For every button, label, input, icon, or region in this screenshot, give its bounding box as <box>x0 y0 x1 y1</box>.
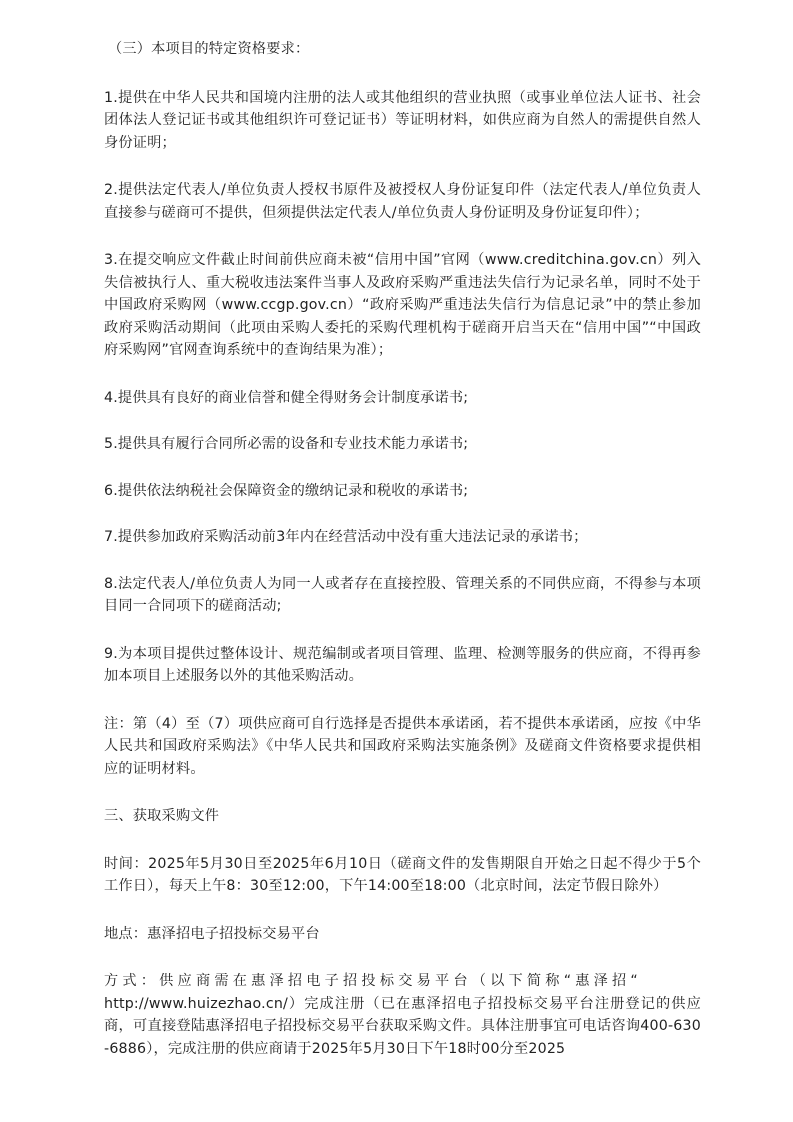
section-heading: （三）本项目的特定资格要求： <box>108 41 310 57</box>
requirement-9: 9.为本项目提供过整体设计、规范编制或者项目管理、监理、检测等服务的供应商，不得再参加本项目上述服务以外的其他采购活动。 <box>104 645 701 684</box>
requirement-3: 3.在提交响应文件截止时间前供应商未被“信用中国”官网（www.creditchina.gov.cn）列入失信被执行人、重大税收违法案件当事人及政府采购严重违法失信行为记录名单，同时不处于中国政府采购网（www.ccgp.gov.cn）“政府采购严重违法失信行为信息记录”中的禁止参加政府采购活动期间（此项由采购人委托的采购代理机构于磋商开启当天在“信用中国”“中国政府采购网”官网查询系统中的查询结果为准）； <box>104 252 701 358</box>
requirement-7: 7.提供参加政府采购活动前3年内在经营活动中没有重大违法记录的承诺书； <box>104 529 588 545</box>
requirement-6: 6.提供依法纳税社会保障资金的缴纳记录和税收的承诺书; <box>104 482 469 499</box>
requirement-8: 8.法定代表人/单位负责人为同一人或者存在直接控股、管理关系的不同供应商，不得参与本项目同一合同项下的磋商活动; <box>104 575 701 614</box>
method-rest: http://www.huizezhao.cn/）完成注册（已在惠泽招电子招投标交易平台注册登记的供应商，可直接登陆惠泽招电子招投标交易平台获取采购文件。具体注册事宜可电话咨询400-630-6886），完成注册的供应商请于2025年5月30日下午18时00分至2025 <box>104 995 701 1057</box>
time-paragraph: 时间：2025年5月30日至2025年6月10日（磋商文件的发售期限自开始之日起不得少于5个工作日），每天上午8：30至12:00，下午14:00至18:00（北京时间，法定节假日除外） <box>104 855 701 894</box>
requirement-4: 4.提供具有良好的商业信誉和健全得财务会计制度承诺书; <box>104 389 469 406</box>
requirement-2: 2.提供法定代表人/单位负责人授权书原件及被授权人身份证复印件（法定代表人/单位负责人直接参与磋商可不提供，但须提供法定代表人/单位负责人身份证明及身份证复印件）； <box>104 182 701 221</box>
section-3-heading: 三、获取采购文件 <box>104 808 220 824</box>
requirement-1: 1.提供在中华人民共和国境内注册的法人或其他组织的营业执照（或事业单位法人证书、社会团体法人登记证书或其他组织许可登记证书）等证明材料，如供应商为自然人的需提供自然人身份证明； <box>104 89 701 151</box>
location-paragraph: 地点：惠泽招电子招投标交易平台 <box>104 925 320 942</box>
method-line-1: 方式：供应商需在惠泽招电子招投标交易平台（以下简称“惠泽招“ <box>104 973 642 989</box>
note-paragraph: 注：第（4）至（7）项供应商可自行选择是否提供本承诺函，若不提供本承诺函，应按《中华人民共和国政府采购法》《中华人民共和国政府采购法实施条例》及磋商文件资格要求提供相应的证明材料。 <box>104 715 701 777</box>
method-paragraph <box>104 970 701 1060</box>
requirement-5: 5.提供具有履行合同所必需的设备和专业技术能力承诺书; <box>104 436 469 452</box>
